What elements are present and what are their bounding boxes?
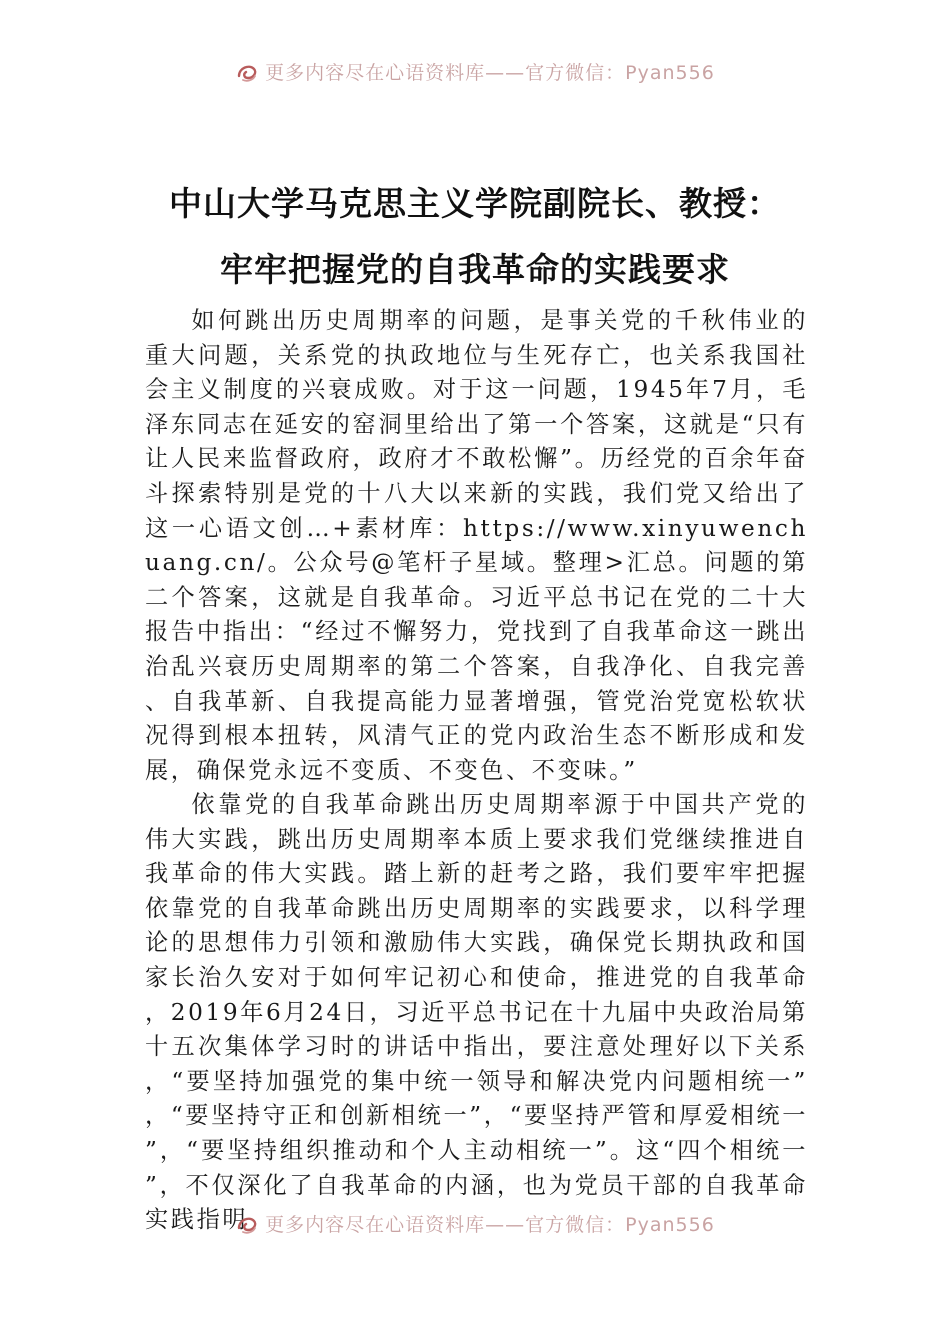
banner-text: 更多内容尽在心语资料库——官方微信：Pyan556 <box>265 62 715 84</box>
body-paragraph-2-block <box>145 788 808 1238</box>
footer-banner <box>0 1206 950 1240</box>
swirl-logo-icon <box>235 1212 259 1236</box>
body-paragraph: 如何跳出历史周期率的问题，是事关党的千秋伟业的重大问题，关系党的执政地位与生死存亡，也关系我国社会主义制度的兴衰成败。对于这一问题，1945年7月，毛泽东同志在延安的窑洞里给出了第一个答案，这就是“只有让人民来监督政府，政府才不敢松懈”。历经党的百余年奋斗探索特别是党的十八大以来新的实践，我们党又给出了这一心语文创…+素材库：https://www.xinyuwenchuang.cn/。公众号@笔杆子星域。整理>汇总。问题的第二个答案，这就是自我革命。习近平总书记在党的二十大报告中指出：“经过不懈努力，党找到了自我革命这一跳出治乱兴衰历史周期率的第二个答案，自我净化、自我完善、自我革新、自我提高能力显著增强，管党治党宽松软状况得到根本扭转，风清气正的党内政治生态不断形成和发展，确保党永远不变质、不变色、不变味。” <box>145 307 808 784</box>
page-title-line-2: 牢牢把握党的自我革命的实践要求 <box>220 250 730 289</box>
banner-text: 更多内容尽在心语资料库——官方微信：Pyan556 <box>265 1214 715 1236</box>
page-title-line-1: 中山大学马克思主义学院副院长、教授： <box>169 184 781 223</box>
body-paragraph-1-block <box>145 304 808 788</box>
swirl-logo-icon <box>235 60 259 84</box>
header-banner <box>0 54 950 88</box>
body-paragraph: 依靠党的自我革命跳出历史周期率源于中国共产党的伟大实践，跳出历史周期率本质上要求我们党继续推进自我革命的伟大实践。踏上新的赶考之路，我们要牢牢把握依靠党的自我革命跳出历史周期率的实践要求，以科学理论的思想伟力引领和激励伟大实践，确保党长期执政和国家长治久安对于如何牢记初心和使命，推进党的自我革命，2019年6月24日，习近平总书记在十九届中央政治局第十五次集体学习时的讲话中指出，要注意处理好以下关系，“要坚持加强党的集中统一领导和解决党内问题相统一”，“要坚持守正和创新相统一”，“要坚持严管和厚爱相统一”，“要坚持组织推动和个人主动相统一”。这“四个相统一”，不仅深化了自我革命的内涵，也为党员干部的自我革命实践指明 <box>145 791 809 1234</box>
